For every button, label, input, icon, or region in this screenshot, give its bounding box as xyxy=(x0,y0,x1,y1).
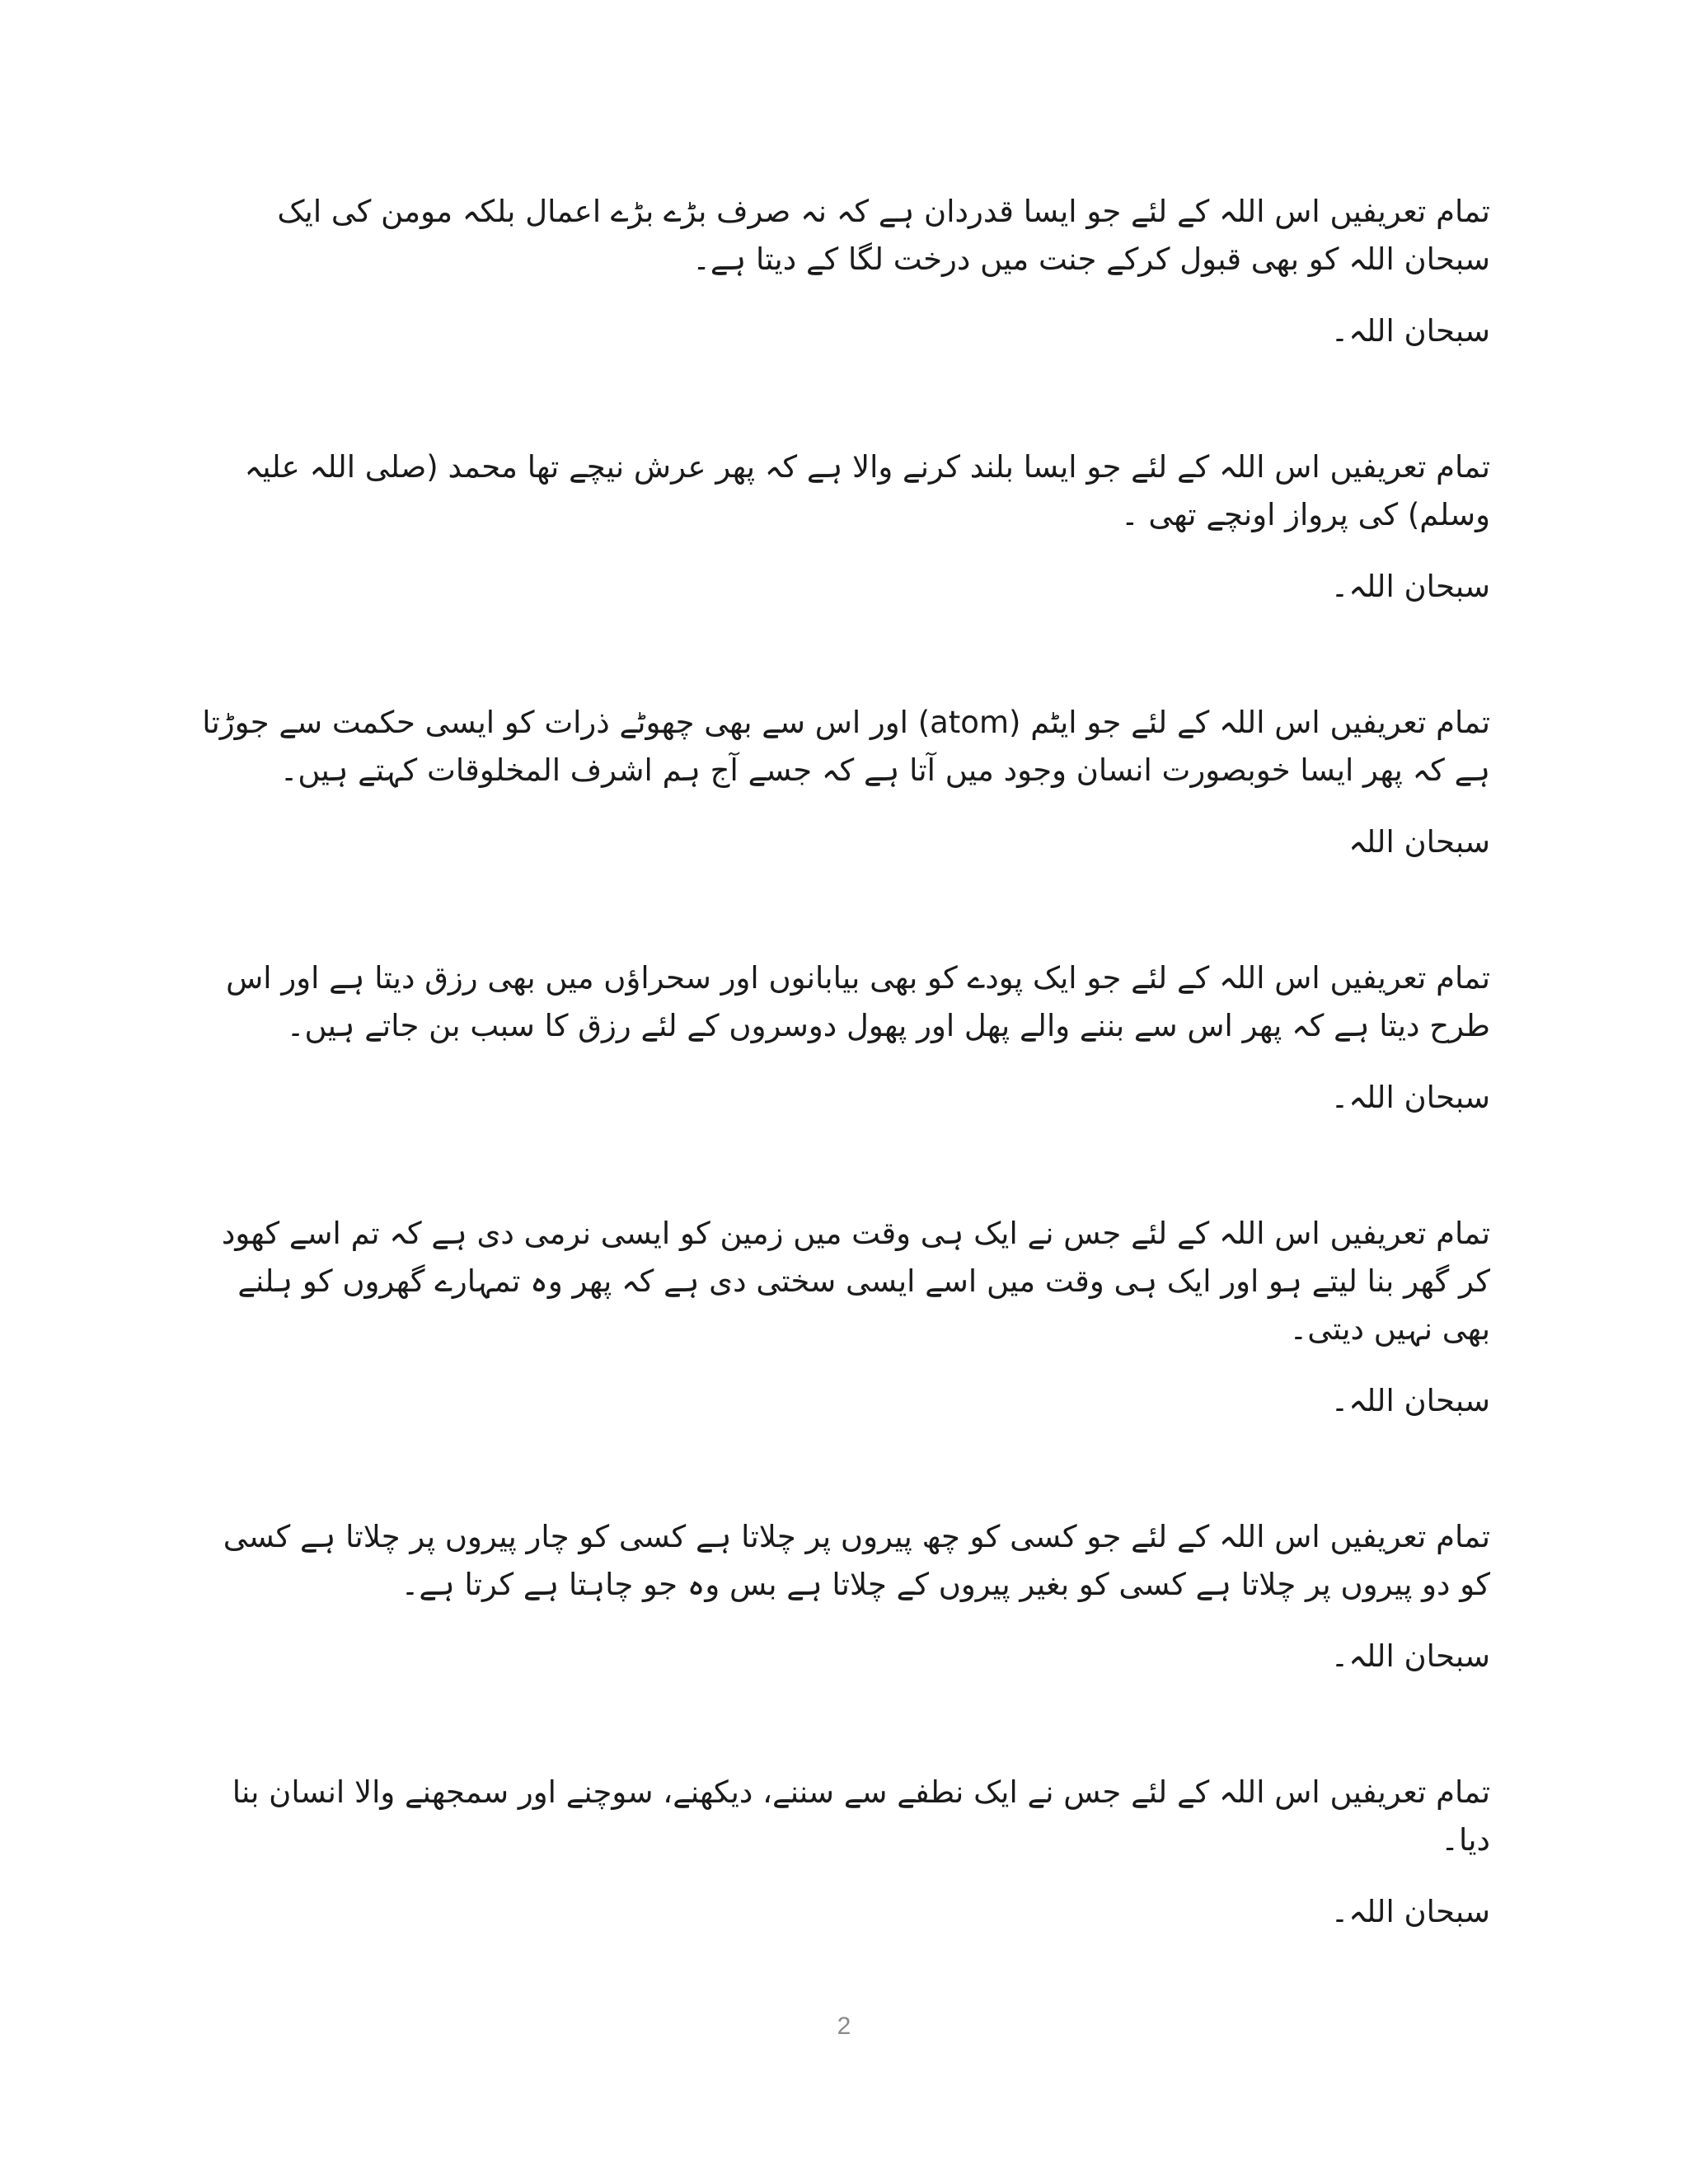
paragraph: تمام تعریفیں اس اللہ کے لئے جس نے ایک ہی وقت میں زمین کو ایسی نرمی دی ہے کہ تم اسے کھود کر گھر بنا لیتے ہو اور ایک ہی وقت میں اسے ایسی سختی دی ہے کہ پھر وہ تمہارے گھروں کو ہلنے بھی نہیں دیتی۔ xyxy=(221,1216,1490,1347)
closing-line: سبحان اللہ۔ xyxy=(1330,1638,1490,1674)
praise-section xyxy=(198,699,1490,866)
page-number: 2 xyxy=(837,2013,851,2040)
praise-section xyxy=(198,1210,1490,1425)
document-body xyxy=(198,188,1490,2024)
closing-line: سبحان اللہ۔ xyxy=(1330,313,1490,349)
closing-line: سبحان اللہ۔ xyxy=(1330,1383,1490,1418)
paragraph: تمام تعریفیں اس اللہ کے لئے جس نے ایک نطفے سے سننے، دیکھنے، سوچنے اور سمجھنے والا انسان بنا دیا۔ xyxy=(232,1774,1490,1858)
praise-section xyxy=(198,954,1490,1122)
praise-section xyxy=(198,443,1490,611)
paragraph: تمام تعریفیں اس اللہ کے لئے جو ایک پودے کو بھی بیابانوں اور سحراؤں میں بھی رزق دیتا ہے اور اس طرح دیتا ہے کہ پھر اس سے بننے والے پھل اور پھول دوسروں کے لئے رزق کا سبب بن جاتے ہیں۔ xyxy=(226,960,1490,1043)
paragraph: تمام تعریفیں اس اللہ کے لئے جو ایسا قدردان ہے کہ نہ صرف بڑے بڑے اعمال بلکہ مومن کی ایک سبحان اللہ کو بھی قبول کرکے جنت میں درخت لگا کے دیتا ہے۔ xyxy=(277,194,1490,277)
closing-line: سبحان اللہ۔ xyxy=(1330,1080,1490,1115)
paragraph: تمام تعریفیں اس اللہ کے لئے جو کسی کو چھ پیروں پر چلاتا ہے کسی کو چار پیروں پر چلاتا ہے کسی کو دو پیروں پر چلاتا ہے کسی کو بغیر پیروں کے چلاتا ہے بس وہ جو چاہتا ہے کرتا ہے۔ xyxy=(223,1519,1490,1602)
closing-line: سبحان اللہ xyxy=(1348,824,1490,860)
praise-section xyxy=(198,1513,1490,1680)
closing-line: سبحان اللہ۔ xyxy=(1330,1894,1490,1929)
paragraph: تمام تعریفیں اس اللہ کے لئے جو ایسا بلند کرنے والا ہے کہ پھر عرش نیچے تھا محمد (صلی اللہ علیہ وسلم) کی پرواز اونچے تھی ۔ xyxy=(244,449,1490,532)
paragraph: تمام تعریفیں اس اللہ کے لئے جو ایٹم (atom) اور اس سے بھی چھوٹے ذرات کو ایسی حکمت سے جوڑتا ہے کہ پھر ایسا خوبصورت انسان وجود میں آتا ہے کہ جسے آج ہم اشرف المخلوقات کہتے ہیں۔ xyxy=(202,705,1490,788)
closing-line: سبحان اللہ۔ xyxy=(1330,569,1490,604)
praise-section xyxy=(198,188,1490,355)
praise-section xyxy=(198,1769,1490,1936)
